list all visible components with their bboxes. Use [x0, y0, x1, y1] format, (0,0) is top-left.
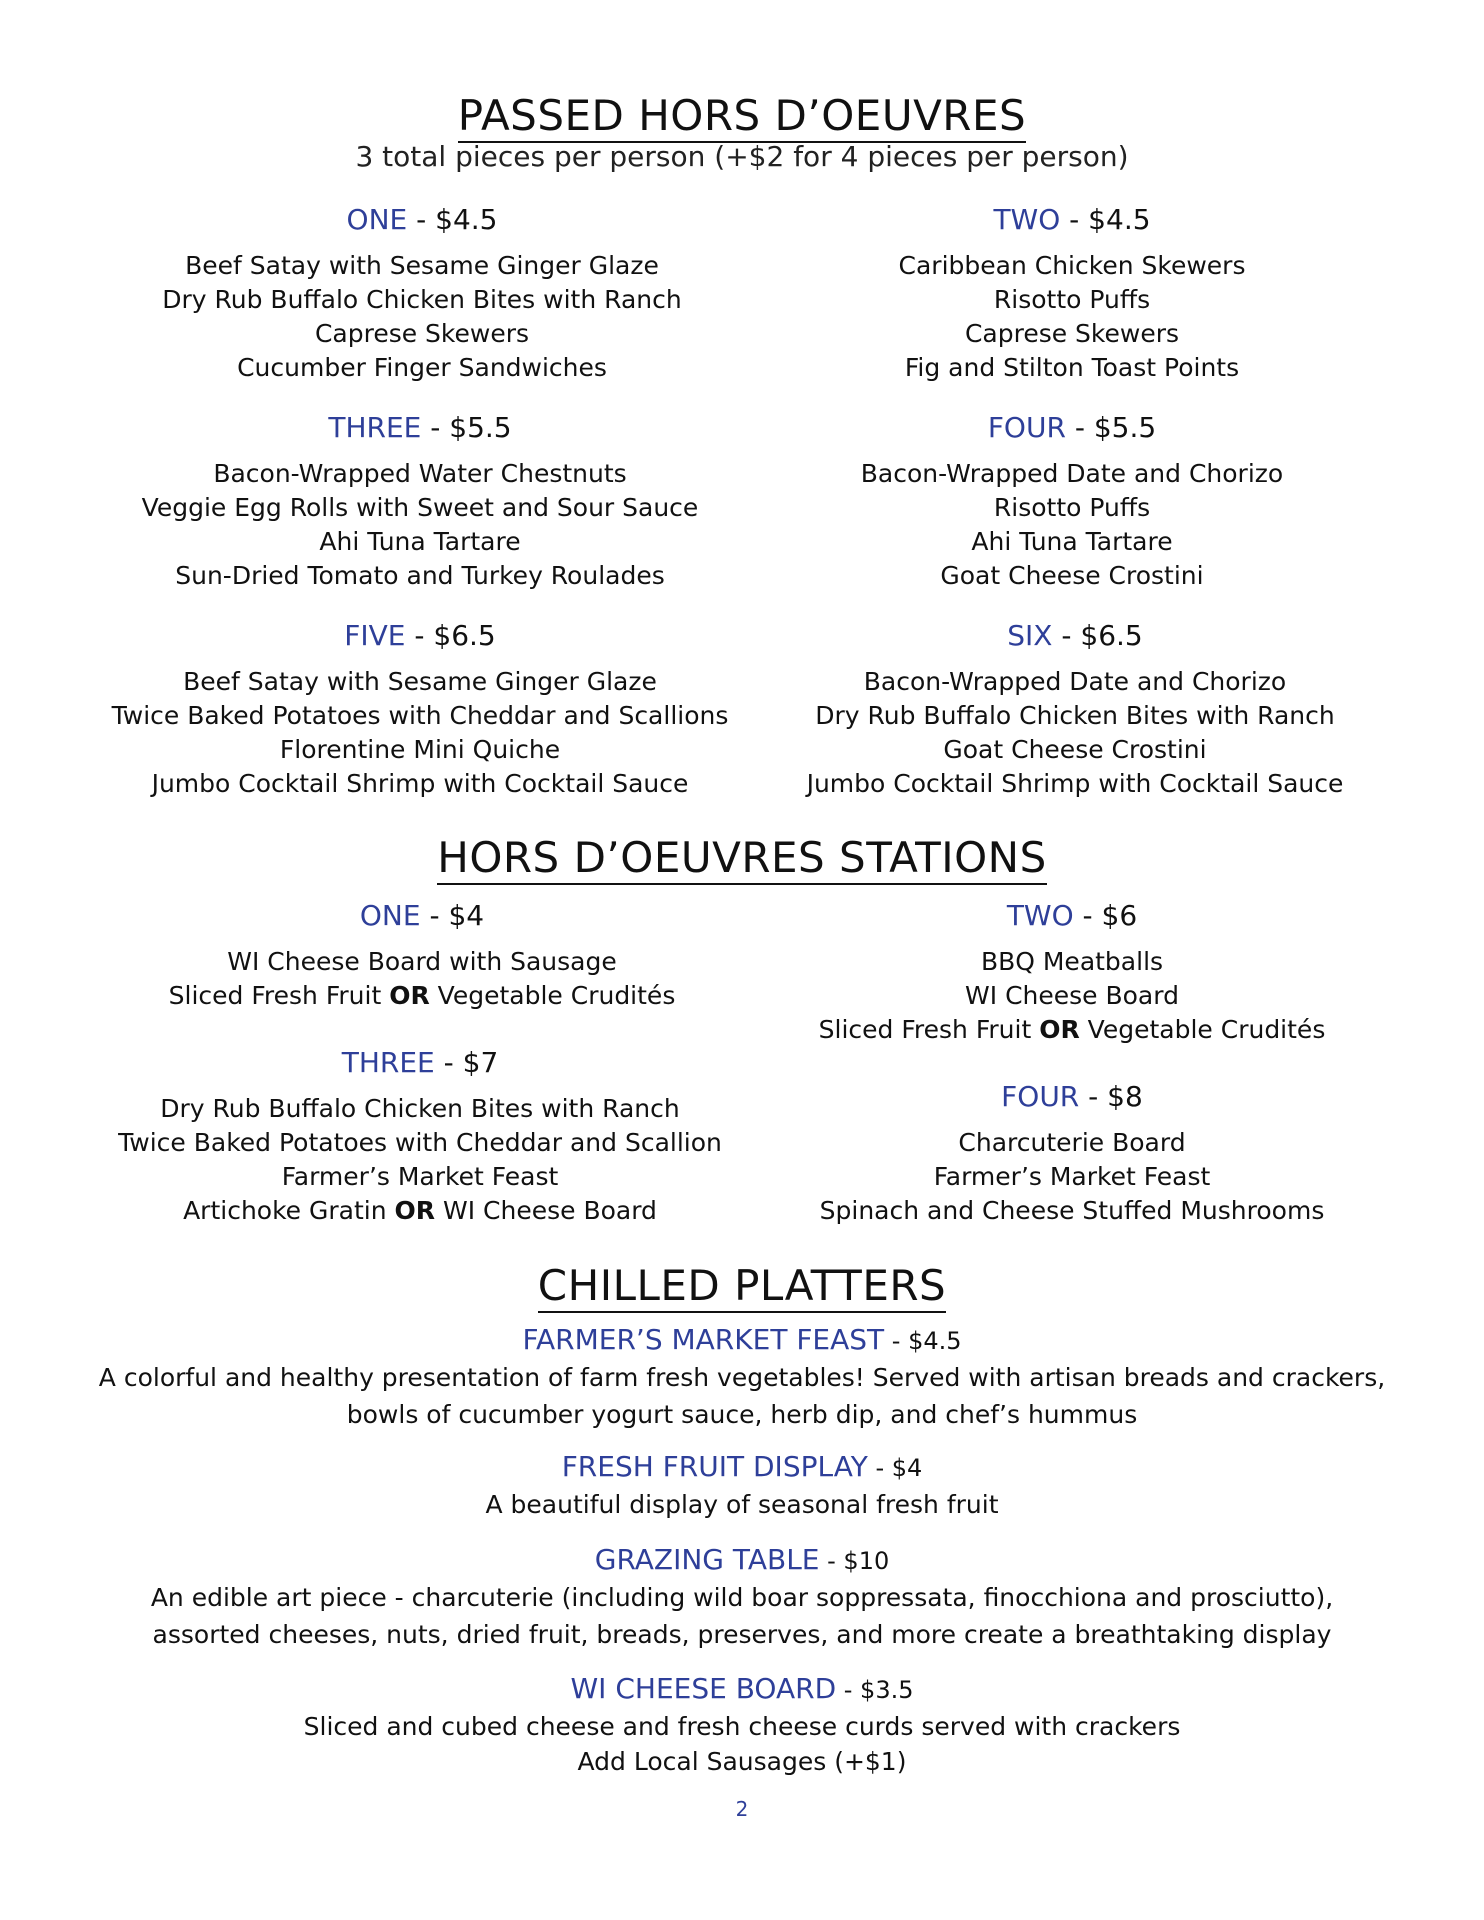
menu-item: Cucumber Finger Sandwiches: [237, 353, 607, 382]
menu-item: BBQ Meatballs: [980, 947, 1164, 976]
menu-item: Spinach and Cheese Stuffed Mushrooms: [819, 1196, 1325, 1225]
menu-item: Risotto Puffs: [993, 285, 1151, 314]
menu-item-choice: Artichoke Gratin OR WI Cheese Board: [183, 1196, 657, 1225]
or-word: OR: [394, 1196, 436, 1225]
platter-name: WI CHEESE BOARD: [570, 1672, 837, 1705]
menu-item: Beef Satay with Sesame Ginger Glaze: [185, 251, 659, 280]
or-word: OR: [389, 981, 430, 1010]
menu-item: Sun-Dried Tomato and Turkey Roulades: [175, 561, 665, 590]
station-package-three: [90, 1046, 750, 1228]
platter-fresh-fruit-display: [0, 1450, 1484, 1485]
package-name: FOUR: [1001, 1080, 1080, 1113]
platter-farmers-market-feast: [0, 1323, 1484, 1358]
menu-item: Beef Satay with Sesame Ginger Glaze: [183, 667, 657, 696]
menu-item: Jumbo Cocktail Shrimp with Cocktail Sauce: [806, 769, 1344, 798]
menu-item: Twice Baked Potatoes with Cheddar and Scallions: [111, 701, 729, 730]
platter-description: A beautiful display of seasonal fresh fruit: [485, 1490, 999, 1519]
package-name: ONE: [346, 203, 408, 236]
package-price: - $6: [1073, 899, 1138, 932]
platter-price: - $4: [867, 1454, 923, 1482]
passed-package-three: [90, 411, 750, 593]
package-price: - $7: [434, 1046, 499, 1079]
station-package-two: [752, 899, 1392, 1047]
package-name: ONE: [359, 899, 421, 932]
package-name: FOUR: [987, 411, 1066, 444]
menu-item: WI Cheese Board: [965, 981, 1179, 1010]
menu-item: Florentine Mini Quiche: [279, 735, 561, 764]
package-price: - $5.5: [1065, 411, 1157, 444]
menu-item: Dry Rub Buffalo Chicken Bites with Ranch: [160, 1094, 680, 1123]
package-name: FIVE: [344, 619, 406, 652]
menu-item: Fig and Stilton Toast Points: [904, 353, 1240, 382]
menu-item: Dry Rub Buffalo Chicken Bites with Ranch: [815, 701, 1335, 730]
platter-name: FARMER’S MARKET FEAST: [522, 1323, 885, 1356]
menu-item: Bacon-Wrapped Date and Chorizo: [860, 459, 1284, 488]
passed-package-five: [90, 619, 750, 801]
menu-item: Jumbo Cocktail Shrimp with Cocktail Sauce: [151, 769, 689, 798]
platter-price: - $3.5: [836, 1676, 914, 1704]
package-name: THREE: [341, 1046, 435, 1079]
platter-description: A colorful and healthy presentation of farm fresh vegetables! Served with artisan breads and crackers,: [98, 1363, 1386, 1392]
menu-item-choice: Sliced Fresh Fruit OR Vegetable Crudités: [818, 1015, 1326, 1044]
menu-item: Goat Cheese Crostini: [940, 561, 1204, 590]
platter-name: FRESH FRUIT DISPLAY: [561, 1450, 868, 1483]
passed-title: PASSED HORS D’OEUVRES: [0, 92, 1484, 140]
menu-item: Farmer’s Market Feast: [933, 1162, 1211, 1191]
menu-item: Dry Rub Buffalo Chicken Bites with Ranch: [162, 285, 682, 314]
menu-item: Ahi Tuna Tartare: [319, 527, 521, 556]
package-name: THREE: [328, 411, 422, 444]
menu-item: Caribbean Chicken Skewers: [898, 251, 1246, 280]
package-price: - $4: [420, 899, 485, 932]
menu-item: Bacon-Wrapped Date and Chorizo: [863, 667, 1287, 696]
passed-package-six: [740, 619, 1410, 801]
package-price: - $6.5: [405, 619, 496, 652]
platter-description: Sliced and cubed cheese and fresh cheese curds served with crackers: [303, 1712, 1181, 1741]
station-package-four: [752, 1080, 1392, 1228]
platter-grazing-table: [0, 1543, 1484, 1578]
platter-description: assorted cheeses, nuts, dried fruit, breads, preserves, and more create a breathtaking display: [152, 1620, 1332, 1649]
package-price: - $4.5: [1060, 203, 1151, 236]
platter-wi-cheese-board: [0, 1672, 1484, 1707]
package-name: TWO: [993, 203, 1061, 236]
platter-name: GRAZING TABLE: [594, 1543, 820, 1576]
station-package-one: [102, 899, 742, 1013]
passed-subtitle: 3 total pieces per person (+$2 for 4 pieces per person): [355, 140, 1129, 173]
chilled-title: CHILLED PLATTERS: [0, 1262, 1484, 1310]
menu-item: Caprese Skewers: [314, 319, 530, 348]
platter-price: - $10: [819, 1547, 890, 1575]
menu-item: Farmer’s Market Feast: [281, 1162, 559, 1191]
platter-description: bowls of cucumber yogurt sauce, herb dip, and chef’s hummus: [346, 1400, 1138, 1429]
passed-package-one: [102, 203, 742, 385]
page-number: 2: [735, 1797, 749, 1821]
stations-title: HORS D’OEUVRES STATIONS: [0, 834, 1484, 882]
passed-package-four: [752, 411, 1392, 593]
platter-price: - $4.5: [884, 1327, 962, 1355]
platter-description: Add Local Sausages (+$1): [577, 1747, 907, 1776]
or-word: OR: [1039, 1015, 1080, 1044]
passed-package-two: [752, 203, 1392, 385]
package-price: - $4.5: [407, 203, 498, 236]
menu-item: Charcuterie Board: [958, 1128, 1186, 1157]
menu-item: Bacon-Wrapped Water Chestnuts: [213, 459, 627, 488]
menu-item: Caprese Skewers: [964, 319, 1180, 348]
menu-item: WI Cheese Board with Sausage: [227, 947, 617, 976]
platter-description: An edible art piece - charcuterie (including wild boar soppressata, finocchiona and prosciutto),: [150, 1583, 1334, 1612]
package-name: SIX: [1007, 619, 1053, 652]
menu-item: Risotto Puffs: [993, 493, 1151, 522]
menu-item: Ahi Tuna Tartare: [971, 527, 1173, 556]
package-price: - $8: [1079, 1080, 1143, 1113]
menu-item: Goat Cheese Crostini: [943, 735, 1207, 764]
menu-item-choice: Sliced Fresh Fruit OR Vegetable Crudités: [168, 981, 676, 1010]
menu-item: Veggie Egg Rolls with Sweet and Sour Sauce: [141, 493, 699, 522]
package-price: - $6.5: [1052, 619, 1143, 652]
package-price: - $5.5: [421, 411, 512, 444]
package-name: TWO: [1006, 899, 1074, 932]
menu-item: Twice Baked Potatoes with Cheddar and Scallion: [118, 1128, 722, 1157]
